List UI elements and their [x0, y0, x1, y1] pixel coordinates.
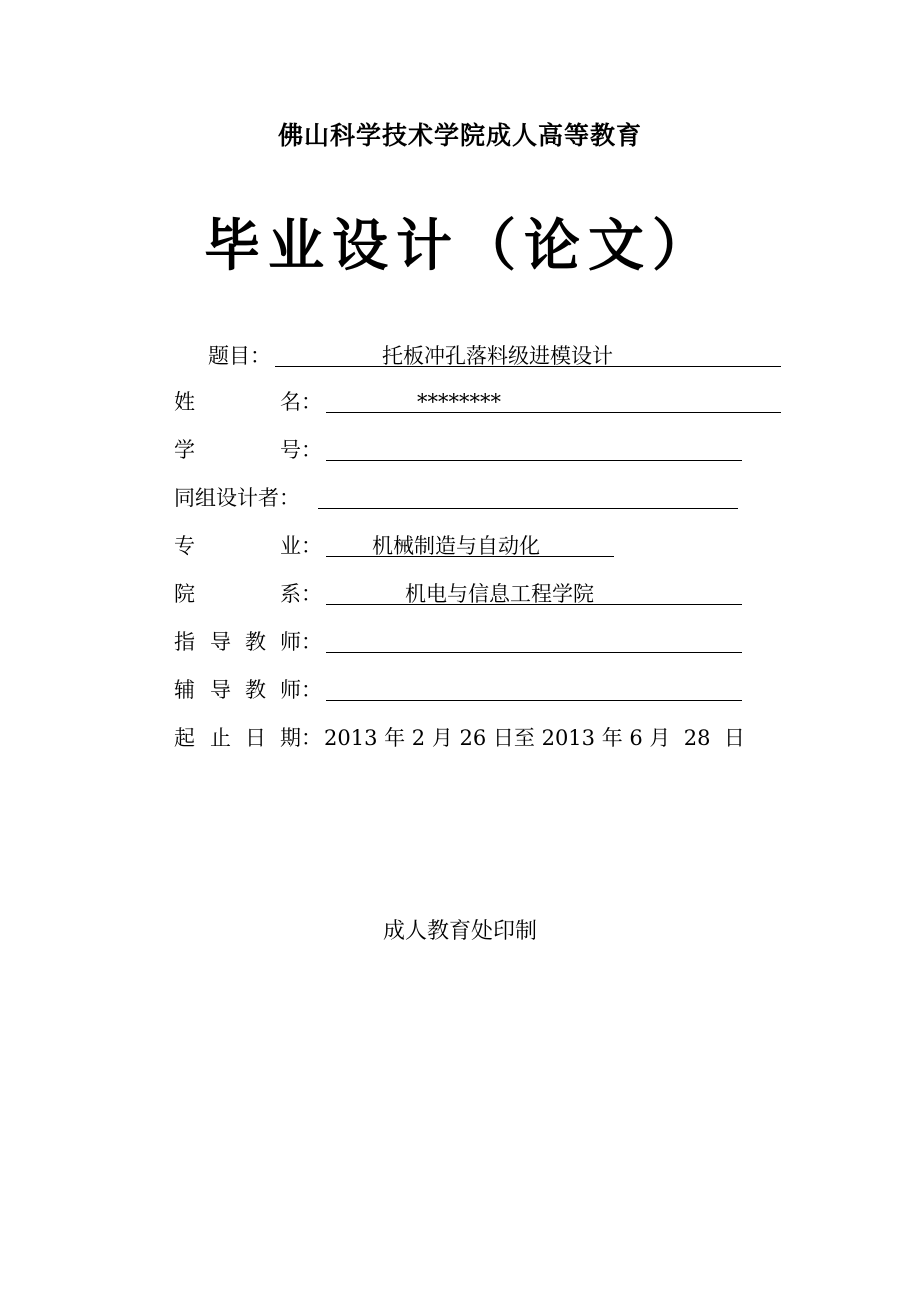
department-row	[174, 576, 746, 612]
institution-heading: 佛山科学技术学院成人高等教育	[277, 121, 642, 150]
assistant-advisor-row	[174, 672, 746, 708]
name-row	[174, 384, 786, 420]
group-designers-label: 同组设计者：	[174, 486, 300, 510]
topic-value: 托板冲孔落料级进模设计	[382, 344, 613, 368]
assistant-advisor-label-char-3: 教	[245, 678, 266, 702]
footer-printer: 成人教育处印制	[382, 919, 537, 944]
dates-value: 2013 年 2 月 26 日至 2013 年 6 月 28 日	[324, 726, 745, 750]
advisor-label-char-1: 指	[174, 630, 195, 654]
major-row	[174, 528, 624, 564]
topic-row	[208, 338, 788, 374]
student-id-label-char-1: 学	[174, 438, 195, 462]
major-value: 机械制造与自动化	[372, 534, 540, 558]
assistant-advisor-label-char-2: 导	[210, 678, 231, 702]
major-label-char-1: 专	[174, 534, 195, 558]
topic-label: 题目：	[208, 344, 271, 368]
advisor-underline	[326, 652, 742, 653]
assistant-advisor-label-char-4: 师：	[280, 678, 322, 702]
document-title: 毕业设计（论文）	[204, 213, 716, 279]
department-label-char-2: 系：	[280, 582, 322, 606]
dates-row	[174, 720, 774, 756]
assistant-advisor-label-char-1: 辅	[174, 678, 195, 702]
group-designers-underline	[318, 508, 738, 509]
student-id-label-char-2: 号：	[280, 438, 322, 462]
name-label-char-1: 姓	[174, 390, 195, 414]
advisor-label-char-3: 教	[245, 630, 266, 654]
dates-label-char-3: 日	[245, 726, 266, 750]
assistant-advisor-underline	[326, 700, 742, 701]
department-label-char-1: 院	[174, 582, 195, 606]
advisor-label-char-4: 师：	[280, 630, 322, 654]
student-id-row	[174, 432, 746, 468]
dates-label-char-2: 止	[210, 726, 231, 750]
name-value: ********	[417, 390, 501, 414]
advisor-label-char-2: 导	[210, 630, 231, 654]
group-designers-row	[174, 480, 746, 516]
advisor-row	[174, 624, 746, 660]
major-label-char-2: 业：	[280, 534, 322, 558]
name-underline	[326, 412, 781, 413]
name-label-char-2: 名：	[280, 390, 322, 414]
department-value: 机电与信息工程学院	[405, 582, 594, 606]
dates-label-char-4: 期：	[280, 726, 322, 750]
student-id-underline	[326, 460, 742, 461]
dates-label-char-1: 起	[174, 726, 195, 750]
